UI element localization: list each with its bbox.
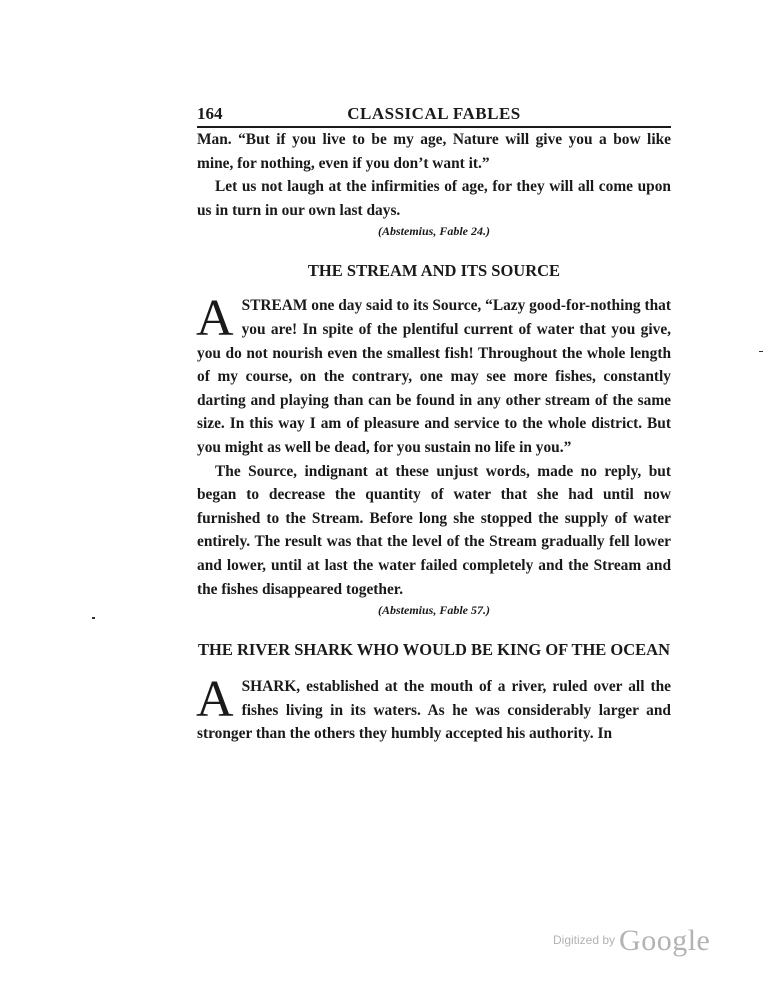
fable-title-stream: THE STREAM AND ITS SOURCE	[307, 261, 561, 281]
previous-fable-continuation: Man. “But if you live to be my age, Nature will give you a bow like mine, for nothing, even if you don’t want it.”	[197, 131, 671, 172]
shark-paragraph-1-text: SHARK, established at the mouth of a river, ruled over all the fishes living in its waters. As he was considerably larger and stronger than the others they humbly accepted his authority. In	[197, 678, 671, 743]
scan-mark	[759, 351, 763, 352]
page-body	[197, 128, 671, 746]
drop-cap: A	[196, 671, 234, 729]
previous-fable-citation: (Abstemius, Fable 24.)	[377, 224, 490, 239]
scan-mark	[92, 617, 95, 619]
shark-paragraph-1	[196, 671, 671, 746]
running-header	[197, 98, 671, 128]
stream-paragraph-1-text: STREAM one day said to its Source, “Lazy good-for-nothing that you are! In spite of the plentiful current of water that you give, you do not nourish even the smallest fish! Throughout the whole length of my course, on the contrary, one may see more fishes, constantly darting and playing than can be found in any other stream of the same size. In this way I am of pleasure and service to the whole district. But you might as well be dead, for you sustain no life in you.”	[197, 297, 671, 456]
stream-citation: (Abstemius, Fable 57.)	[377, 603, 490, 618]
stream-paragraph-1	[196, 290, 671, 459]
google-logo-text: Google	[619, 924, 711, 957]
page-number: 164	[197, 104, 223, 123]
fable-title-shark: THE RIVER SHARK WHO WOULD BE KING OF THE OCEAN	[197, 640, 670, 660]
running-title: CLASSICAL FABLES	[347, 104, 521, 123]
digitized-by-label: Digitized by	[553, 933, 616, 947]
book-page	[197, 98, 671, 746]
previous-fable-moral: Let us not laugh at the infirmities of age, for they will all come upon us in turn in our own last days.	[197, 178, 671, 219]
stream-paragraph-2: The Source, indignant at these unjust words, made no reply, but began to decrease the quantity of water that she had until now furnished to the Stream. Before long she stopped the supply of water entirely. The result was that the level of the Stream gradually fell lower and lower, until at last the water failed completely and the Stream and the fishes disappeared together.	[197, 462, 671, 598]
digitized-watermark	[553, 924, 710, 958]
drop-cap: A	[196, 290, 234, 348]
